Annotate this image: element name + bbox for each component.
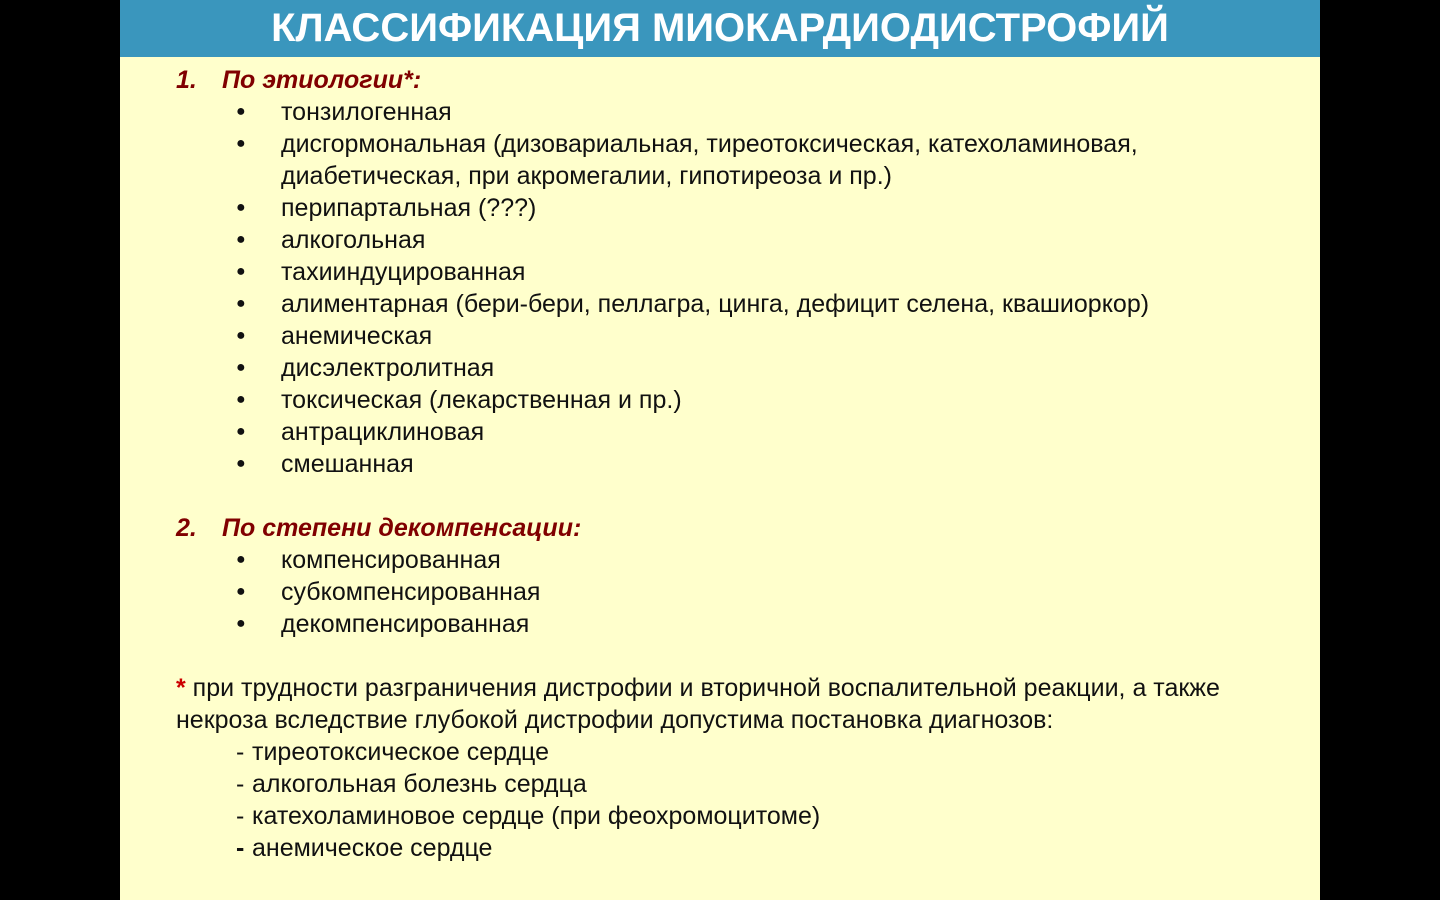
list-item: ● анемическая xyxy=(176,320,1306,352)
list-item: ● антрациклиновая xyxy=(176,416,1306,448)
bullet-icon: ● xyxy=(236,135,246,152)
slide xyxy=(120,0,1320,900)
spacer xyxy=(176,480,1306,512)
bullet-icon: ● xyxy=(236,391,246,408)
list-item: ● тахииндуцированная xyxy=(176,256,1306,288)
section-heading-decompensation xyxy=(176,512,1306,544)
slide-title: КЛАССИФИКАЦИЯ МИОКАРДИОДИСТРОФИЙ xyxy=(271,6,1169,50)
list-item: ● компенсированная xyxy=(176,544,1306,576)
list-item: - алкогольная болезнь сердца xyxy=(236,770,587,798)
bullet-icon: ● xyxy=(236,199,246,216)
list-item: ● перипартальная (???) xyxy=(176,192,1306,224)
bullet-icon: ● xyxy=(236,103,246,120)
dash-mark: - xyxy=(236,770,245,798)
section-heading-etiology xyxy=(176,64,1306,96)
footnote xyxy=(176,672,1306,864)
list-item: ● смешанная xyxy=(176,448,1306,480)
bullet-icon: ● xyxy=(236,359,246,376)
asterisk-mark: * xyxy=(176,674,186,702)
footnote-text xyxy=(176,672,1306,736)
diagnosis-list xyxy=(176,736,1306,864)
list-item: ● алкогольная xyxy=(176,224,1306,256)
decompensation-list xyxy=(176,544,1306,640)
bullet-icon: ● xyxy=(236,455,246,472)
section-title: По степени декомпенсации: xyxy=(222,514,582,542)
bullet-icon: ● xyxy=(236,551,246,568)
list-item: - катехоламиновое сердце (при феохромоцитоме) xyxy=(236,802,821,830)
bullet-icon: ● xyxy=(236,583,246,600)
list-item: ● декомпенсированная xyxy=(176,608,1306,640)
footnote-body: при трудности разграничения дистрофии и вторичной воспалительной реакции, а также некроза вследствие глубокой дистрофии допустима постановка диагнозов: xyxy=(176,674,1220,734)
dash-mark: - xyxy=(236,802,245,830)
title-bar xyxy=(120,0,1320,57)
bullet-icon: ● xyxy=(236,231,246,248)
bullet-icon: ● xyxy=(236,327,246,344)
bullet-icon: ● xyxy=(236,423,246,440)
list-item: ● субкомпенсированная xyxy=(176,576,1306,608)
bullet-icon: ● xyxy=(236,615,246,632)
list-item: ● тонзилогенная xyxy=(176,96,1306,128)
bullet-icon: ● xyxy=(236,295,246,312)
list-item: ● дисгормональная (дизовариальная, тиреотоксическая, катехоламиновая, диабетическая, при акромегалии, гипотиреоза и пр.) xyxy=(176,128,1306,192)
section-title: По этиологии*: xyxy=(222,66,422,94)
spacer xyxy=(176,640,1306,672)
etiology-list xyxy=(176,96,1306,480)
list-item: ● токсическая (лекарственная и пр.) xyxy=(176,384,1306,416)
bullet-icon: ● xyxy=(236,263,246,280)
list-item: - тиреотоксическое сердце xyxy=(236,738,549,766)
dash-mark: - xyxy=(236,738,245,766)
slide-content xyxy=(176,64,1306,864)
dash-mark: - xyxy=(236,834,245,862)
section-number: 2. xyxy=(176,514,197,542)
list-item: - анемическое сердце xyxy=(236,834,493,862)
list-item: ● дисэлектролитная xyxy=(176,352,1306,384)
section-number: 1. xyxy=(176,66,197,94)
list-item: ● алиментарная (бери-бери, пеллагра, цинга, дефицит селена, квашиоркор) xyxy=(176,288,1306,320)
